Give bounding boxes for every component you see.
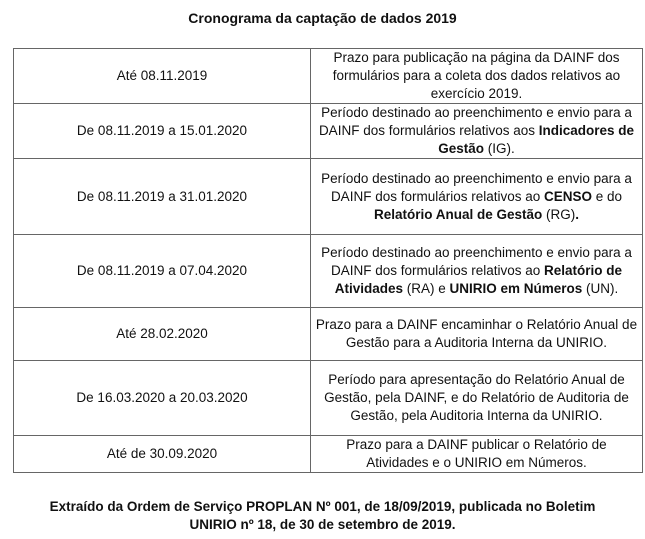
period-cell: De 16.03.2020 a 20.03.2020 bbox=[14, 361, 311, 436]
description-cell bbox=[311, 104, 643, 159]
bold-run: . bbox=[575, 206, 580, 222]
description-cell bbox=[311, 361, 643, 436]
period-cell: De 08.11.2019 a 31.01.2020 bbox=[14, 159, 311, 235]
text-run: (IG). bbox=[484, 141, 515, 156]
bold-run: Indicadores de Gestão bbox=[438, 123, 635, 156]
period-cell: Até 08.11.2019 bbox=[14, 49, 311, 104]
bold-run: CENSO bbox=[544, 188, 593, 204]
description-cell bbox=[311, 436, 643, 473]
table-row bbox=[14, 308, 643, 361]
table-row bbox=[14, 436, 643, 473]
description-cell bbox=[311, 308, 643, 361]
bold-run: Relatório Anual de Gestão bbox=[373, 206, 543, 222]
text-run: Prazo para publicação na página da DAINF dos formulários para a coleta dos dados relativos ao exercício 2019. bbox=[332, 50, 621, 101]
table-row bbox=[14, 159, 643, 235]
period-cell: De 08.11.2019 a 15.01.2020 bbox=[14, 104, 311, 159]
source-note: Extraído da Ordem de Serviço PROPLAN Nº 001, de 18/09/2019, publicada no Boletim UNIRIO nº 18, de 30 de setembro de 2019. bbox=[49, 499, 596, 532]
text-run: (UN). bbox=[582, 281, 619, 296]
text-run: Prazo para a DAINF encaminhar o Relatório Anual de Gestão para a Auditoria Interna da UNIRIO. bbox=[315, 317, 638, 350]
schedule-table-body bbox=[14, 49, 643, 473]
table-row bbox=[14, 361, 643, 436]
period-cell: Até 28.02.2020 bbox=[14, 308, 311, 361]
description-cell bbox=[311, 235, 643, 308]
text-run: (RA) e bbox=[402, 281, 450, 296]
description-cell bbox=[311, 49, 643, 104]
text-run: (RG) bbox=[542, 206, 576, 222]
bold-run: Relatório de Atividades bbox=[334, 263, 623, 296]
bold-run: UNIRIO em Números bbox=[449, 281, 583, 296]
schedule-table bbox=[13, 48, 643, 473]
text-run: Período destinado ao preenchimento e envio para a DAINF dos formulários relativos aos bbox=[318, 105, 632, 138]
description-cell bbox=[311, 159, 643, 235]
table-row bbox=[14, 235, 643, 308]
text-run: Prazo para a DAINF publicar o Relatório de Atividades e o UNIRIO em Números. bbox=[346, 437, 607, 470]
text-run: Período destinado ao preenchimento e envio para a DAINF dos formulários relativos ao bbox=[321, 245, 632, 278]
text-run: Período para apresentação do Relatório Anual de Gestão, pela DAINF, e do Relatório de Auditoria de Gestão, pela Auditoria Interna da UNIRIO. bbox=[324, 372, 629, 423]
table-row bbox=[14, 49, 643, 104]
text-run: e do bbox=[592, 188, 623, 204]
page-title: Cronograma da captação de dados 2019 bbox=[188, 10, 457, 26]
table-row bbox=[14, 104, 643, 159]
period-cell: De 08.11.2019 a 07.04.2020 bbox=[14, 235, 311, 308]
period-cell: Até de 30.09.2020 bbox=[14, 436, 311, 473]
text-run: Período destinado ao preenchimento e envio para a DAINF dos formulários relativos ao bbox=[321, 170, 632, 204]
